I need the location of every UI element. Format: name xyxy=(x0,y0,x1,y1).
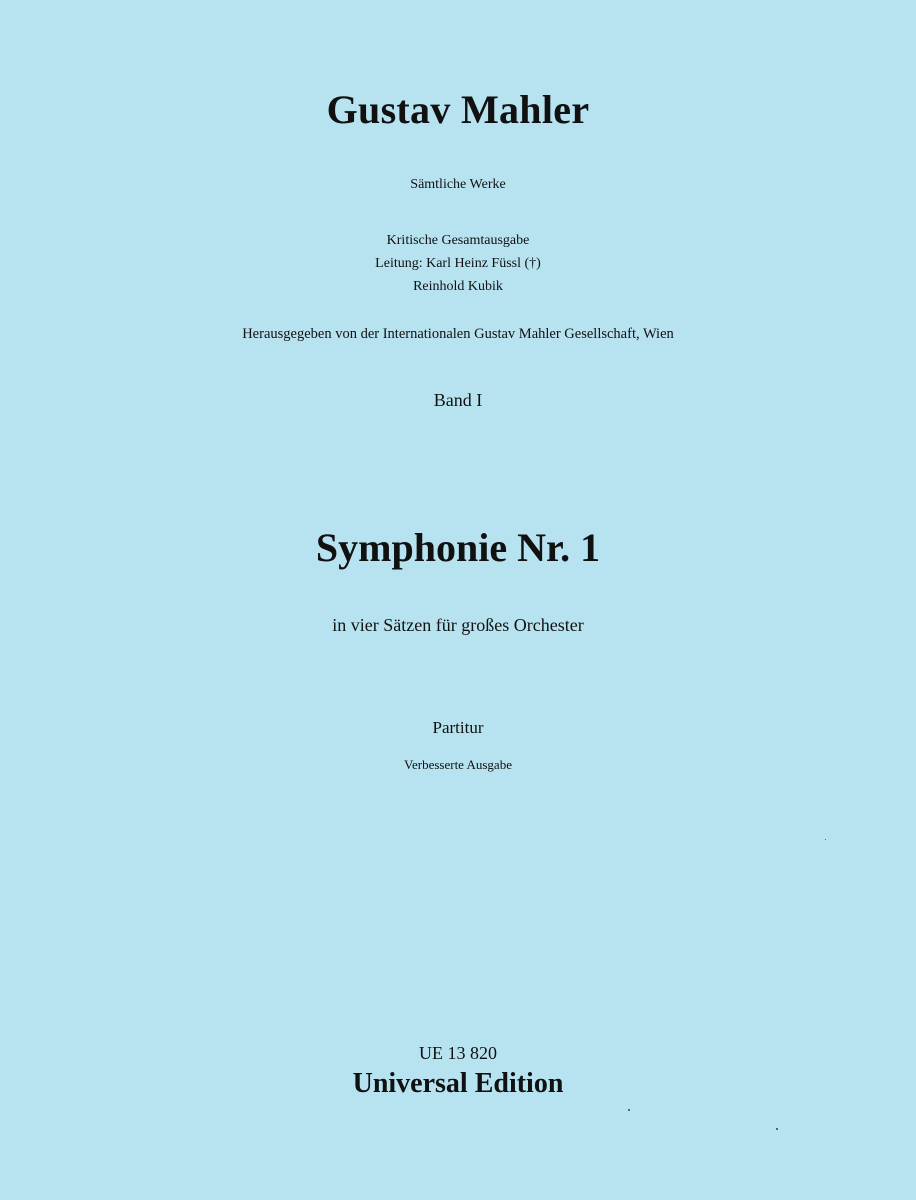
publisher-name: Universal Edition xyxy=(352,1068,564,1099)
paper-speck xyxy=(628,1109,630,1111)
score-type: Partitur xyxy=(432,718,484,737)
composer-name: Gustav Mahler xyxy=(326,87,590,132)
edition-direction: Leitung: Karl Heinz Füssl (†) xyxy=(375,256,541,271)
volume-label: Band I xyxy=(433,390,483,410)
score-edition: Verbesserte Ausgabe xyxy=(404,757,512,772)
publisher-note: Herausgegeben von der Internationalen Gustav Mahler Gesellschaft, Wien xyxy=(242,326,674,342)
work-subtitle: in vier Sätzen für großes Orchester xyxy=(332,615,584,635)
editor-name: Reinhold Kubik xyxy=(413,279,503,294)
catalog-number: UE 13 820 xyxy=(419,1043,497,1063)
paper-speck xyxy=(825,839,826,840)
paper-speck xyxy=(776,1128,778,1130)
work-title: Symphonie Nr. 1 xyxy=(315,525,601,570)
edition-type: Kritische Gesamtausgabe xyxy=(386,233,530,248)
series-title: Sämtliche Werke xyxy=(410,177,506,192)
